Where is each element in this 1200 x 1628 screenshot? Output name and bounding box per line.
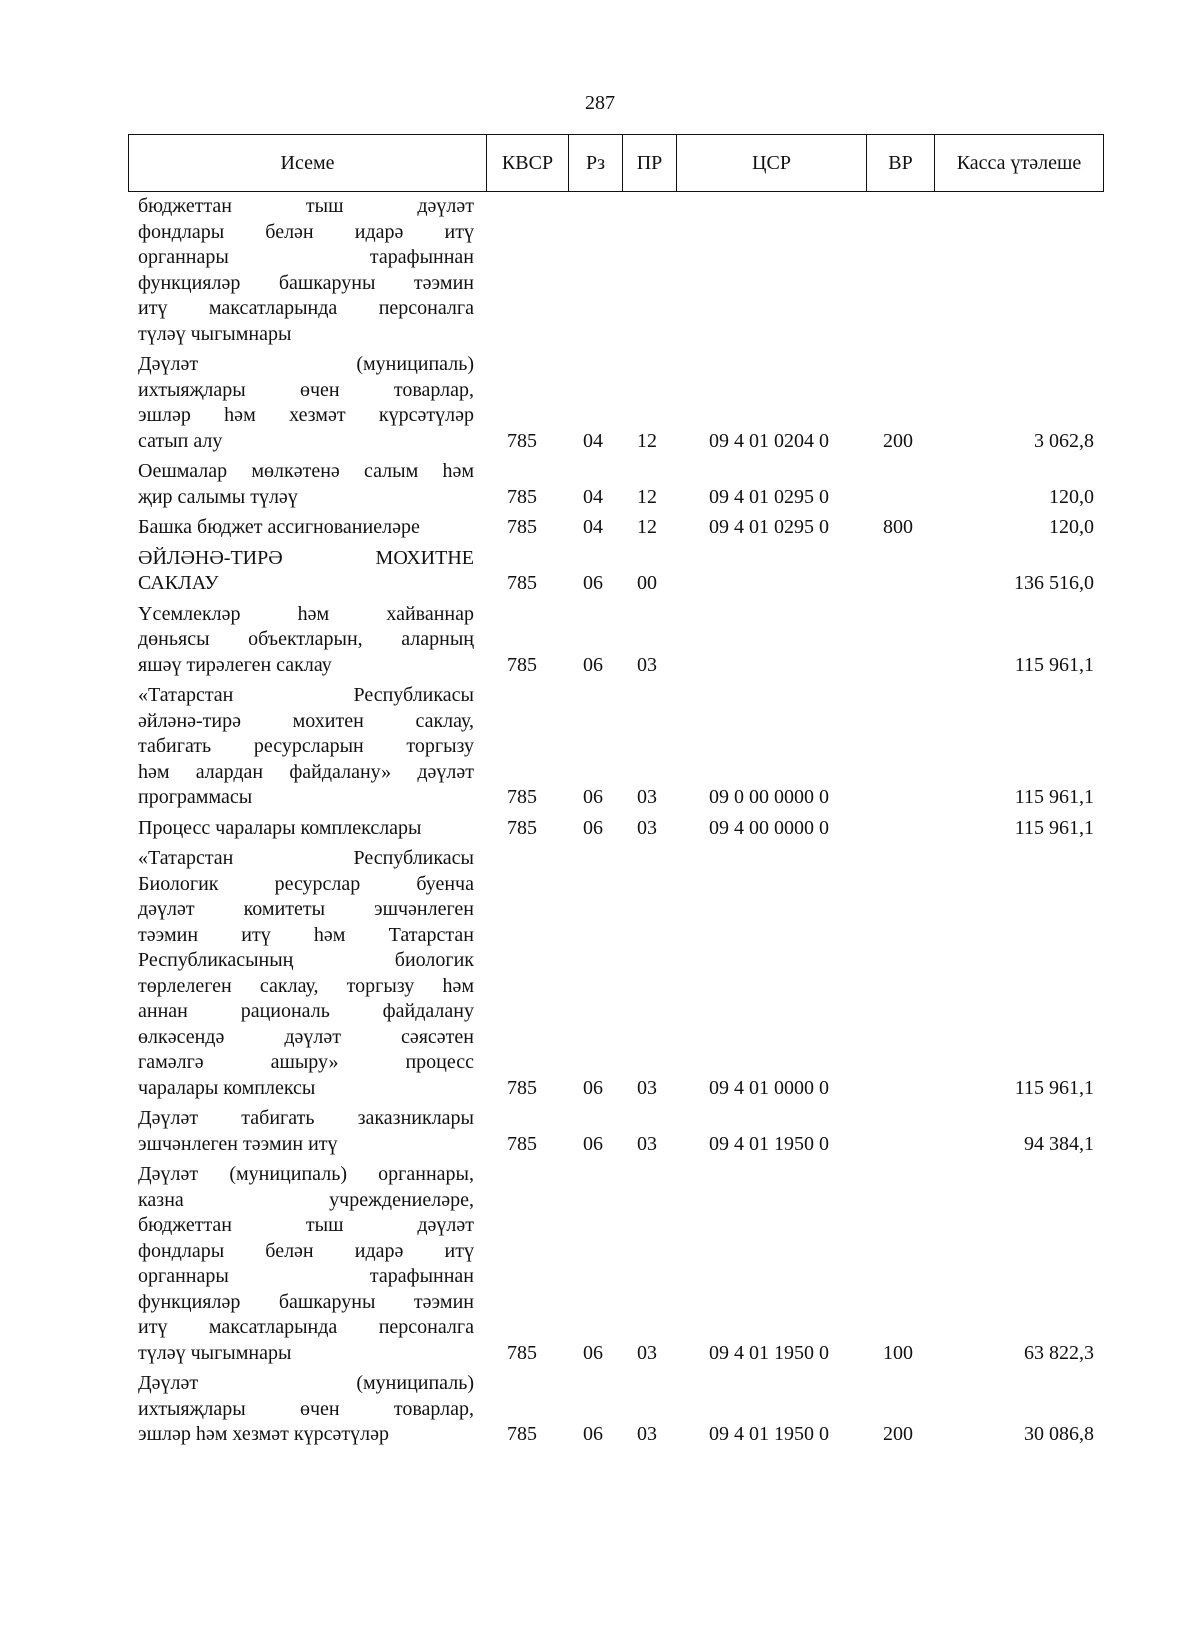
row-pr: 00 xyxy=(637,572,657,594)
row-name-line: Биологик ресурслар буенча xyxy=(138,872,474,895)
row-amount: 120,0 xyxy=(1049,516,1094,538)
row-name-line: итү максатларында персоналга xyxy=(138,1316,474,1338)
table-header xyxy=(128,134,1104,192)
row-kvsr: 785 xyxy=(507,1341,537,1364)
row-name-line: Үсемлекләр һәм хайваннар xyxy=(138,602,474,625)
row-csr: 09 4 00 0000 0 xyxy=(709,816,829,839)
row-name-line: ӘЙЛӘНӘ-ТИРӘ МОХИТНЕ xyxy=(138,546,474,569)
table-body xyxy=(138,194,1096,1453)
row-rz: 06 xyxy=(583,1341,603,1364)
row-csr: 09 4 01 1950 0 xyxy=(709,1341,829,1364)
table-row xyxy=(138,846,1096,1101)
row-name-line: тәэмин итү һәм Татарстан xyxy=(138,923,474,946)
row-name-line: аннан рациональ файдалану xyxy=(138,1000,474,1022)
row-name xyxy=(138,459,478,510)
row-vr: 800 xyxy=(883,516,913,538)
table-row xyxy=(138,816,1096,842)
row-name-line: һәм алардан файдалану» дәүләт xyxy=(138,760,474,783)
row-name xyxy=(138,816,478,842)
row-csr: 09 0 00 0000 0 xyxy=(709,786,829,808)
row-name-line: САКЛАУ xyxy=(138,572,219,594)
table-row xyxy=(138,1371,1096,1448)
row-name-line: әйләнә-тирә мохитен саклау, xyxy=(138,709,474,732)
row-name-line: өлкәсендә дәүләт сәясәтен xyxy=(138,1025,474,1048)
row-name-line: дәүләт комитеты эшчәнлеген xyxy=(138,898,474,920)
page-number: 287 xyxy=(585,92,615,114)
table-row xyxy=(138,546,1096,597)
row-amount: 115 961,1 xyxy=(1014,816,1094,839)
row-name-line: фондлары белән идарә итү xyxy=(138,1239,474,1262)
row-pr: 03 xyxy=(637,1076,657,1099)
row-amount: 115 961,1 xyxy=(1014,1076,1094,1099)
row-amount: 136 516,0 xyxy=(1014,572,1094,594)
row-name-line: эшләр һәм хезмәт күрсәтүләр xyxy=(138,1423,389,1445)
row-kvsr: 785 xyxy=(507,1423,537,1445)
row-name xyxy=(138,1162,478,1366)
row-name-line: табигать ресурсларын торгызу xyxy=(138,735,474,757)
row-kvsr: 785 xyxy=(507,1132,537,1155)
row-amount: 115 961,1 xyxy=(1014,653,1094,676)
row-amount: 115 961,1 xyxy=(1014,786,1094,808)
row-pr: 03 xyxy=(637,1132,657,1155)
row-csr: 09 4 01 0295 0 xyxy=(709,485,829,508)
row-name-line: эшләр һәм хезмәт күрсәтүләр xyxy=(138,404,474,426)
row-name-line: түләү чыгымнары xyxy=(138,322,292,345)
row-kvsr: 785 xyxy=(507,429,537,452)
row-kvsr: 785 xyxy=(507,485,537,508)
row-vr: 200 xyxy=(883,1423,913,1445)
row-pr: 12 xyxy=(637,429,657,452)
table-row xyxy=(138,1162,1096,1366)
row-name-line: фондлары белән идарә итү xyxy=(138,220,474,243)
row-pr: 12 xyxy=(637,485,657,508)
row-name-line: «Татарстан Республикасы xyxy=(138,847,474,869)
row-pr: 03 xyxy=(637,786,657,808)
row-csr: 09 4 01 0295 0 xyxy=(709,516,829,538)
row-kvsr: 785 xyxy=(507,786,537,808)
row-rz: 06 xyxy=(583,572,603,594)
table-row xyxy=(138,683,1096,811)
row-amount: 3 062,8 xyxy=(1034,429,1094,452)
row-name xyxy=(138,515,478,541)
row-name-line: җир салымы түләү xyxy=(138,485,298,508)
row-kvsr: 785 xyxy=(507,516,537,538)
row-name-line: программасы xyxy=(138,786,253,808)
row-amount: 120,0 xyxy=(1049,485,1094,508)
header-kvsr: КВСР xyxy=(487,135,569,191)
row-rz: 06 xyxy=(583,786,603,808)
row-name-line: функцияләр башкаруны тәэмин xyxy=(138,271,474,294)
row-rz: 06 xyxy=(583,816,603,839)
table-row xyxy=(138,352,1096,454)
row-rz: 06 xyxy=(583,1076,603,1099)
row-vr: 200 xyxy=(883,429,913,452)
row-name-line: дөньясы объектларын, аларның xyxy=(138,628,474,650)
row-csr: 09 4 01 1950 0 xyxy=(709,1423,829,1445)
row-pr: 03 xyxy=(637,653,657,676)
row-pr: 12 xyxy=(637,516,657,538)
row-kvsr: 785 xyxy=(507,816,537,839)
header-csr: ЦСР xyxy=(677,135,867,191)
header-kassa: Касса үтәлеше xyxy=(956,152,1082,174)
row-name-line: Дәүләт (муниципаль) xyxy=(138,1372,474,1394)
row-name-line: функцияләр башкаруны тәэмин xyxy=(138,1290,474,1313)
row-name-line: гамәлгә ашыру» процесс xyxy=(138,1051,474,1073)
header-name: Исеме xyxy=(129,135,487,191)
table-row xyxy=(138,194,1096,347)
row-name xyxy=(138,546,478,597)
row-name-line: чаралары комплексы xyxy=(138,1076,316,1099)
row-name-line: Оешмалар мөлкәтенә салым һәм xyxy=(138,460,474,482)
row-amount: 30 086,8 xyxy=(1024,1423,1094,1445)
row-name-line: органнары тарафыннан xyxy=(138,1265,474,1287)
row-name-line: бюджеттан тыш дәүләт xyxy=(138,195,474,217)
table-row xyxy=(138,602,1096,679)
row-name-line: Процесс чаралары комплекслары xyxy=(138,816,422,839)
row-name-line: органнары тарафыннан xyxy=(138,246,474,268)
table-row xyxy=(138,1106,1096,1157)
row-vr: 100 xyxy=(883,1341,913,1364)
row-name-line: Дәүләт (муниципаль) органнары, xyxy=(138,1163,474,1185)
row-name xyxy=(138,1371,478,1448)
header-pr: ПР xyxy=(623,135,677,191)
row-pr: 03 xyxy=(637,1341,657,1364)
row-rz: 06 xyxy=(583,653,603,676)
row-name-line: яшәү тирәлеген саклау xyxy=(138,653,332,676)
row-name-line: түләү чыгымнары xyxy=(138,1341,292,1364)
row-name-line: Дәүләт (муниципаль) xyxy=(138,353,474,375)
row-name-line: «Татарстан Республикасы xyxy=(138,684,474,706)
row-rz: 06 xyxy=(583,1423,603,1445)
row-name-line: Республикасының биологик xyxy=(138,949,474,971)
row-kvsr: 785 xyxy=(507,572,537,594)
row-name-line: Башка бюджет ассигнованиеләре xyxy=(138,516,420,538)
row-csr: 09 4 01 0204 0 xyxy=(709,429,829,452)
row-name-line: төрлелеген саклау, торгызу һәм xyxy=(138,974,474,997)
header-vr: ВР xyxy=(867,135,935,191)
row-name-line: Дәүләт табигать заказниклары xyxy=(138,1107,474,1129)
row-name-line: бюджеттан тыш дәүләт xyxy=(138,1214,474,1236)
row-amount: 63 822,3 xyxy=(1024,1341,1094,1364)
row-name xyxy=(138,846,478,1101)
row-name xyxy=(138,683,478,811)
row-kvsr: 785 xyxy=(507,1076,537,1099)
row-name-line: сатып алу xyxy=(138,429,223,452)
row-csr: 09 4 01 1950 0 xyxy=(709,1132,829,1155)
row-rz: 04 xyxy=(583,516,603,538)
row-name-line: казна учреждениеләре, xyxy=(138,1188,474,1211)
row-name-line: ихтыяҗлары өчен товарлар, xyxy=(138,1397,474,1420)
table-row xyxy=(138,515,1096,541)
row-name xyxy=(138,1106,478,1157)
table-row xyxy=(138,459,1096,510)
row-name xyxy=(138,602,478,679)
row-kvsr: 785 xyxy=(507,653,537,676)
row-pr: 03 xyxy=(637,1423,657,1445)
row-amount: 94 384,1 xyxy=(1024,1132,1094,1155)
row-name xyxy=(138,352,478,454)
row-name-line: ихтыяҗлары өчен товарлар, xyxy=(138,378,474,401)
row-pr: 03 xyxy=(637,816,657,839)
row-name xyxy=(138,194,478,347)
row-name-line: эшчәнлеген тәэмин итү xyxy=(138,1132,338,1155)
row-csr: 09 4 01 0000 0 xyxy=(709,1076,829,1099)
row-name-line: итү максатларында персоналга xyxy=(138,297,474,319)
row-rz: 04 xyxy=(583,429,603,452)
header-rz: Рз xyxy=(569,135,623,191)
row-rz: 06 xyxy=(583,1132,603,1155)
row-rz: 04 xyxy=(583,485,603,508)
